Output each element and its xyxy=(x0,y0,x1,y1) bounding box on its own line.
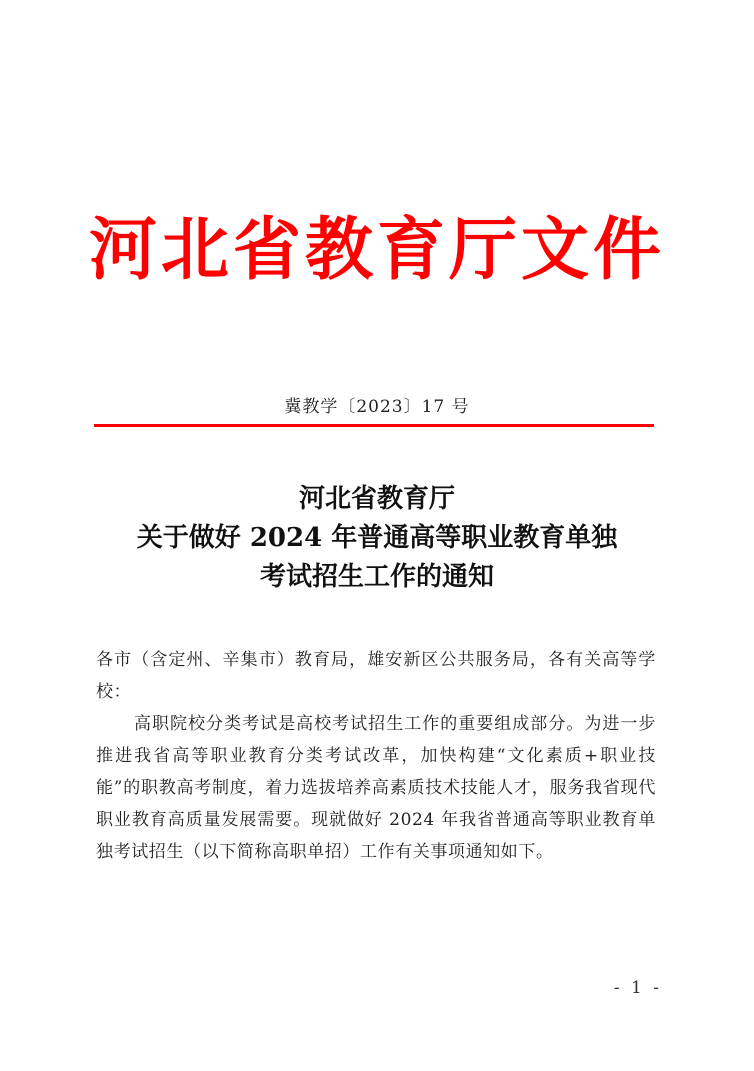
document-number: 冀教学〔2023〕17 号 xyxy=(284,397,470,417)
body-paragraph: 高职院校分类考试是高校考试招生工作的重要组成部分。为进一步推进我省高等职业教育分类考试改革，加快构建“文化素质+职业技能”的职教高考制度，着力选拔培养高素质技术技能人才，服务我省现代职业教育高质量发展需要。现就做好 2024 年我省普通高等职业教育单独考试招生（以下简称高职单招）工作有关事项通知如下。 xyxy=(96,714,656,862)
page-number: - 1 - xyxy=(613,978,662,998)
masthead-title: 河北省教育厅文件 xyxy=(88,211,665,290)
title-line-3: 考试招生工作的通知 xyxy=(259,562,494,592)
notice-title xyxy=(0,480,754,597)
salutation: 各市（含定州、辛集市）教育局，雄安新区公共服务局，各有关高等学校： xyxy=(96,650,656,702)
title-line-1: 河北省教育厅 xyxy=(298,484,455,514)
title-line-2: 关于做好 2024 年普通高等职业教育单独 xyxy=(136,523,618,553)
red-divider-line xyxy=(94,424,654,427)
document-body xyxy=(96,644,656,868)
